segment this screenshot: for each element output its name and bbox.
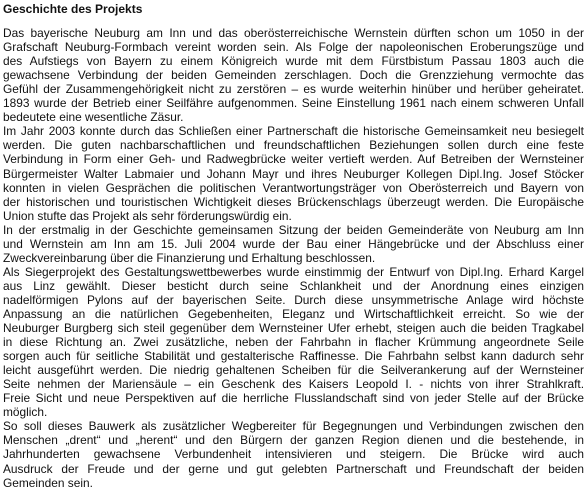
paragraph (3, 26, 584, 124)
paragraph (3, 223, 584, 265)
document-body (3, 26, 584, 490)
paragraph (3, 419, 584, 489)
text-line: konnten in vielen Gesprächen die politischen Verantwortungsträger von Oberösterreich und Bayern von (3, 180, 584, 195)
text-line: Zweckvereinbarung über die Finanzierung und Erhaltung beschlossen. (3, 250, 376, 265)
text-line: Grafschaft Neuburg-Formbach vereint worden sein. Als Folge der napoleonischen Eroberungszüge und (3, 40, 584, 55)
text-line: Gemeinden sein. (3, 475, 93, 490)
text-line: Als Siegerprojekt des Gestaltungswettbewerbes wurde einstimmig der Entwurf von Dipl.Ing. Erhard Kargel (3, 264, 584, 279)
text-line: Bürgermeister Walter Labmaier und Johann Mayr und ihres Neuburger Kollegen Dipl.Ing. Josef Stöcker (3, 166, 584, 181)
text-line: gewachsene Verbindung der beiden Gemeinden zerschlagen. Doch die Grenzziehung vermochte das (3, 68, 584, 83)
text-line: möglich. (3, 405, 48, 420)
text-line: So soll dieses Bauwerk als zusätzlicher Wegbereiter für Begegnungen und Verbindungen zwischen den (3, 419, 584, 434)
text-line: und Wernstein am Inn am 15. Juli 2004 wurde der Bau einer Hängebrücke und der Abschluss einer (3, 236, 584, 251)
text-line: Gefühl der Zusammengehörigkeit nicht zu zerstören – es wurde weiterhin hinüber und herüber geheiratet. (3, 82, 584, 97)
text-line: nadelförmigen Pylons auf der bayerischen Seite. Durch diese unsymmetrische Anlage wird höchste (3, 292, 584, 307)
text-line: in diese Richtung an. Zwei zusätzliche, neben der Fahrbahn in flacher Krümmung angeordnete Seile (3, 335, 584, 350)
document-page (3, 2, 584, 490)
text-line: Freie Sicht und neue Perspektiven auf die herrliche Flusslandschaft sind von jeder Stelle auf der Brücke (3, 391, 584, 406)
text-line: leicht ausgeführt werden. Die niedrig gehaltenen Scheiben für die Seilverankerung auf der Wernsteiner (3, 363, 584, 378)
text-line: Im Jahr 2003 konnte durch das Schließen einer Partnerschaft die historische Gemeinsamkeit neu besiegelt (3, 124, 584, 139)
text-line: bedeutete eine wesentliche Zäsur. (3, 110, 184, 125)
text-line: Jahrhunderten gewachsene Verbundenheit intensivieren und steigern. Die Brücke wird auch (3, 447, 584, 462)
text-line: Union stufte das Projekt als sehr förderungswürdig ein. (3, 208, 292, 223)
text-line: Das bayerische Neuburg am Inn und das oberösterreichische Wernstein dürften schon um 1050 in der (3, 26, 584, 41)
text-line: Seite nehmen der Mariensäule – ein Geschenk des Kaisers Leopold I. - nichts von ihrer Strahlkraft. (3, 377, 584, 392)
text-line: In der erstmalig in der Geschichte gemeinsamen Sitzung der beiden Gemeinderäte von Neuburg am Inn (3, 222, 584, 237)
text-line: der historischen und touristischen Wichtigkeit dieses Brückenschlags überzeugt werden. Die Europäische (3, 194, 584, 209)
text-line: Verbindung in Form einer Geh- und Radwegbrücke weiter vertieft werden. Auf Betreiben der Wernsteiner (3, 152, 584, 167)
paragraph (3, 265, 584, 420)
text-line: 1893 wurde der Betrieb einer Seilfähre aufgenommen. Seine Einstellung 1961 nach einem schweren Unfall (3, 96, 584, 111)
document-heading: Geschichte des Projekts (3, 2, 143, 16)
text-line: Ausdruck der Freude und der gerne und gut gelebten Partnerschaft und Freundschaft der beiden (3, 461, 584, 476)
paragraph (3, 124, 584, 222)
text-line: sorgen auch für seitliche Stabilität und gestalterische Raffinesse. Die Fahrbahn selbst kann dadurch sehr (3, 349, 584, 364)
text-line: des Aufstiegs von Bayern zu einem Königreich wurde mit dem Fürstbistum Passau 1803 auch die (3, 54, 584, 69)
text-line: Neuburger Burgberg sich steil gegenüber dem Wernsteiner Ufer erhebt, steigen auch die beiden Tragkabel (3, 321, 584, 336)
text-line: werden. Die guten nachbarschaftlichen und freundschaftlichen Beziehungen sollen durch eine feste (3, 138, 584, 153)
text-line: Menschen „drent“ und „herent“ und den Bürgern der ganzen Region dienen und die bestehende, in (3, 433, 584, 448)
text-line: Anpassung an die natürlichen Gegebenheiten, Eleganz und Wirtschaftlichkeit erreicht. So wie der (3, 306, 584, 321)
text-line: aus Linz gewählt. Dieser besticht durch seine Schlankheit und der Anordnung eines einzigen (3, 278, 584, 293)
